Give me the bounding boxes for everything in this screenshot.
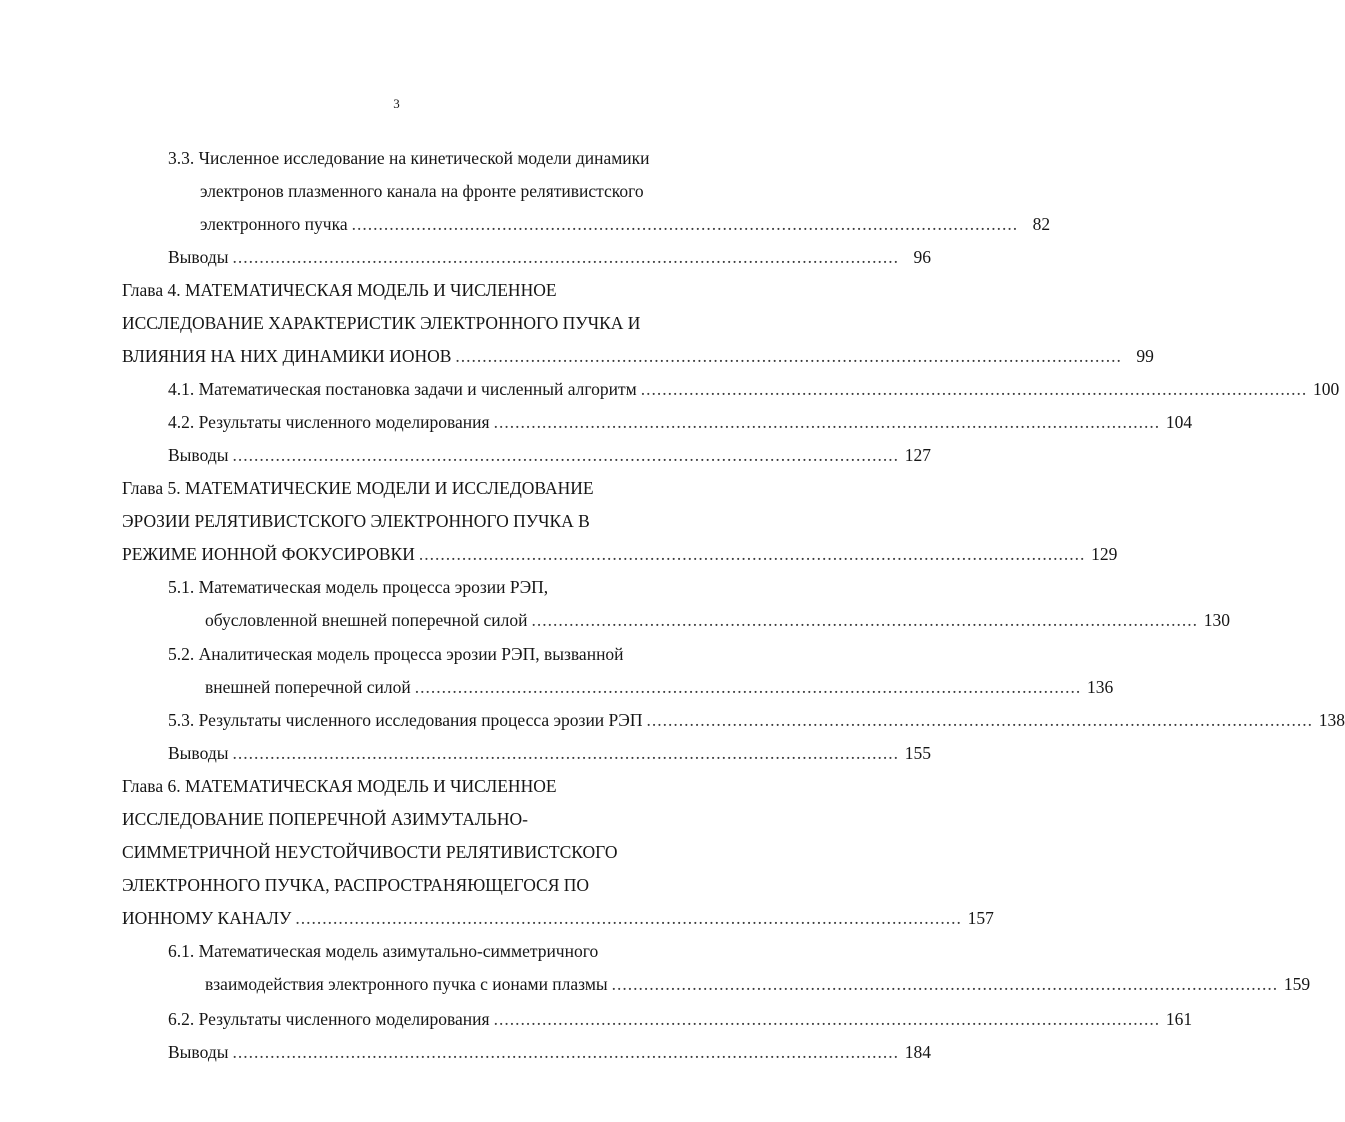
toc-entry [168, 1039, 931, 1065]
toc-chapter-line: ИССЛЕДОВАНИЕ ПОПЕРЕЧНОЙ АЗИМУТАЛЬНО- [122, 809, 528, 829]
toc-text-line: электронов плазменного канала на фронте релятивистского [200, 181, 644, 201]
dot-leader: ............................................................................................................................ [232, 247, 899, 267]
dot-leader: ............................................................................................................................ [232, 445, 899, 465]
dot-leader: ............................................................................................................................ [646, 710, 1313, 730]
toc-entry-title: Выводы [168, 743, 229, 763]
toc-text-line: 5.1. Математическая модель процесса эрозии РЭП, [168, 577, 549, 597]
toc-entry [122, 905, 994, 931]
toc-entry [168, 244, 931, 270]
toc-entry-title: 4.1. Математическая постановка задачи и численный алгоритм [168, 379, 637, 399]
dot-leader: ............................................................................................................................ [531, 610, 1198, 630]
toc-entry [122, 343, 1154, 369]
toc-entry [168, 409, 1193, 435]
toc-entry-title: ИОННОМУ КАНАЛУ [122, 908, 292, 928]
toc-entry-page: 100 [1312, 379, 1340, 399]
toc-entry [122, 541, 1118, 567]
toc-entry-page: 127 [904, 445, 931, 465]
dot-leader: ............................................................................................................................ [351, 214, 1019, 234]
toc-entry [200, 211, 1051, 237]
toc-entry-title: взаимодействия электронного пучка с ионами плазмы [205, 974, 608, 994]
toc-entry-page: 129 [1091, 544, 1118, 564]
dot-leader: ............................................................................................................................ [414, 677, 1082, 697]
toc-entry-title: 5.3. Результаты численного исследования процесса эрозии РЭП [168, 710, 643, 730]
toc-entry [205, 674, 1114, 700]
toc-text-line: 3.3. Численное исследование на кинетической модели динамики [168, 148, 650, 168]
dot-leader: ............................................................................................................................ [493, 1009, 1161, 1029]
toc-entry-page: 155 [904, 743, 931, 763]
dot-leader: ............................................................................................................................ [295, 908, 962, 928]
toc-entry [168, 740, 931, 766]
dot-leader: ............................................................................................................................ [418, 544, 1086, 564]
dot-leader: ............................................................................................................................ [493, 412, 1161, 432]
toc-text-line: 6.1. Математическая модель азимутально-симметричного [168, 941, 599, 961]
toc-entry-title: электронного пучка [200, 214, 348, 234]
toc-entry-page: 104 [1165, 412, 1193, 432]
dot-leader: ............................................................................................................................ [640, 379, 1308, 399]
toc-chapter-line: ИССЛЕДОВАНИЕ ХАРАКТЕРИСТИК ЭЛЕКТРОННОГО ПУЧКА И [122, 313, 641, 333]
toc-entry-page: 136 [1086, 677, 1114, 697]
toc-entry-page: 82 [1032, 214, 1051, 234]
toc-entry-page: 96 [913, 247, 931, 267]
toc-entry [168, 442, 931, 468]
toc-entry-title: Выводы [168, 247, 229, 267]
toc-entry-page: 130 [1203, 610, 1230, 630]
toc-entry-page: 99 [1136, 346, 1154, 366]
toc-entry-title: РЕЖИМЕ ИОННОЙ ФОКУСИРОВКИ [122, 544, 415, 564]
toc-chapter-line: СИММЕТРИЧНОЙ НЕУСТОЙЧИВОСТИ РЕЛЯТИВИСТСКОГО [122, 842, 618, 862]
toc-chapter-line: ЭЛЕКТРОННОГО ПУЧКА, РАСПРОСТРАНЯЮЩЕГОСЯ ПО [122, 875, 590, 895]
toc-entry-page: 159 [1283, 974, 1311, 994]
toc-text-line: 5.2. Аналитическая модель процесса эрозии РЭП, вызванной [168, 644, 624, 664]
dot-leader: ............................................................................................................................ [232, 1042, 899, 1062]
toc-entry [168, 376, 1340, 402]
toc-chapter-line: Глава 5. МАТЕМАТИЧЕСКИЕ МОДЕЛИ И ИССЛЕДОВАНИЕ [122, 478, 594, 498]
toc-entry-title: 6.2. Результаты численного моделирования [168, 1009, 490, 1029]
toc-entry [205, 607, 1230, 633]
toc-entry-title: 4.2. Результаты численного моделирования [168, 412, 490, 432]
dot-leader: ............................................................................................................................ [611, 974, 1279, 994]
toc-entry [168, 707, 1345, 733]
toc-chapter-line: Глава 4. МАТЕМАТИЧЕСКАЯ МОДЕЛЬ И ЧИСЛЕННОЕ [122, 280, 557, 300]
dot-leader: ............................................................................................................................ [455, 346, 1122, 366]
page-number: 3 [393, 96, 400, 111]
toc-entry-title: Выводы [168, 1042, 229, 1062]
toc-entry-title: внешней поперечной силой [205, 677, 411, 697]
toc-entry-title: Выводы [168, 445, 229, 465]
toc-entry-page: 184 [904, 1042, 931, 1062]
toc-chapter-line: ЭРОЗИИ РЕЛЯТИВИСТСКОГО ЭЛЕКТРОННОГО ПУЧКА В [122, 511, 590, 531]
dot-leader: ............................................................................................................................ [232, 743, 899, 763]
toc-entry-title: ВЛИЯНИЯ НА НИХ ДИНАМИКИ ИОНОВ [122, 346, 452, 366]
toc-chapter-line: Глава 6. МАТЕМАТИЧЕСКАЯ МОДЕЛЬ И ЧИСЛЕННОЕ [122, 776, 557, 796]
toc-entry [205, 971, 1311, 997]
toc-entry-title: обусловленной внешней поперечной силой [205, 610, 528, 630]
toc-entry-page: 138 [1318, 710, 1345, 730]
toc-entry-page: 157 [967, 908, 994, 928]
toc-entry [168, 1006, 1193, 1032]
toc-entry-page: 161 [1165, 1009, 1193, 1029]
